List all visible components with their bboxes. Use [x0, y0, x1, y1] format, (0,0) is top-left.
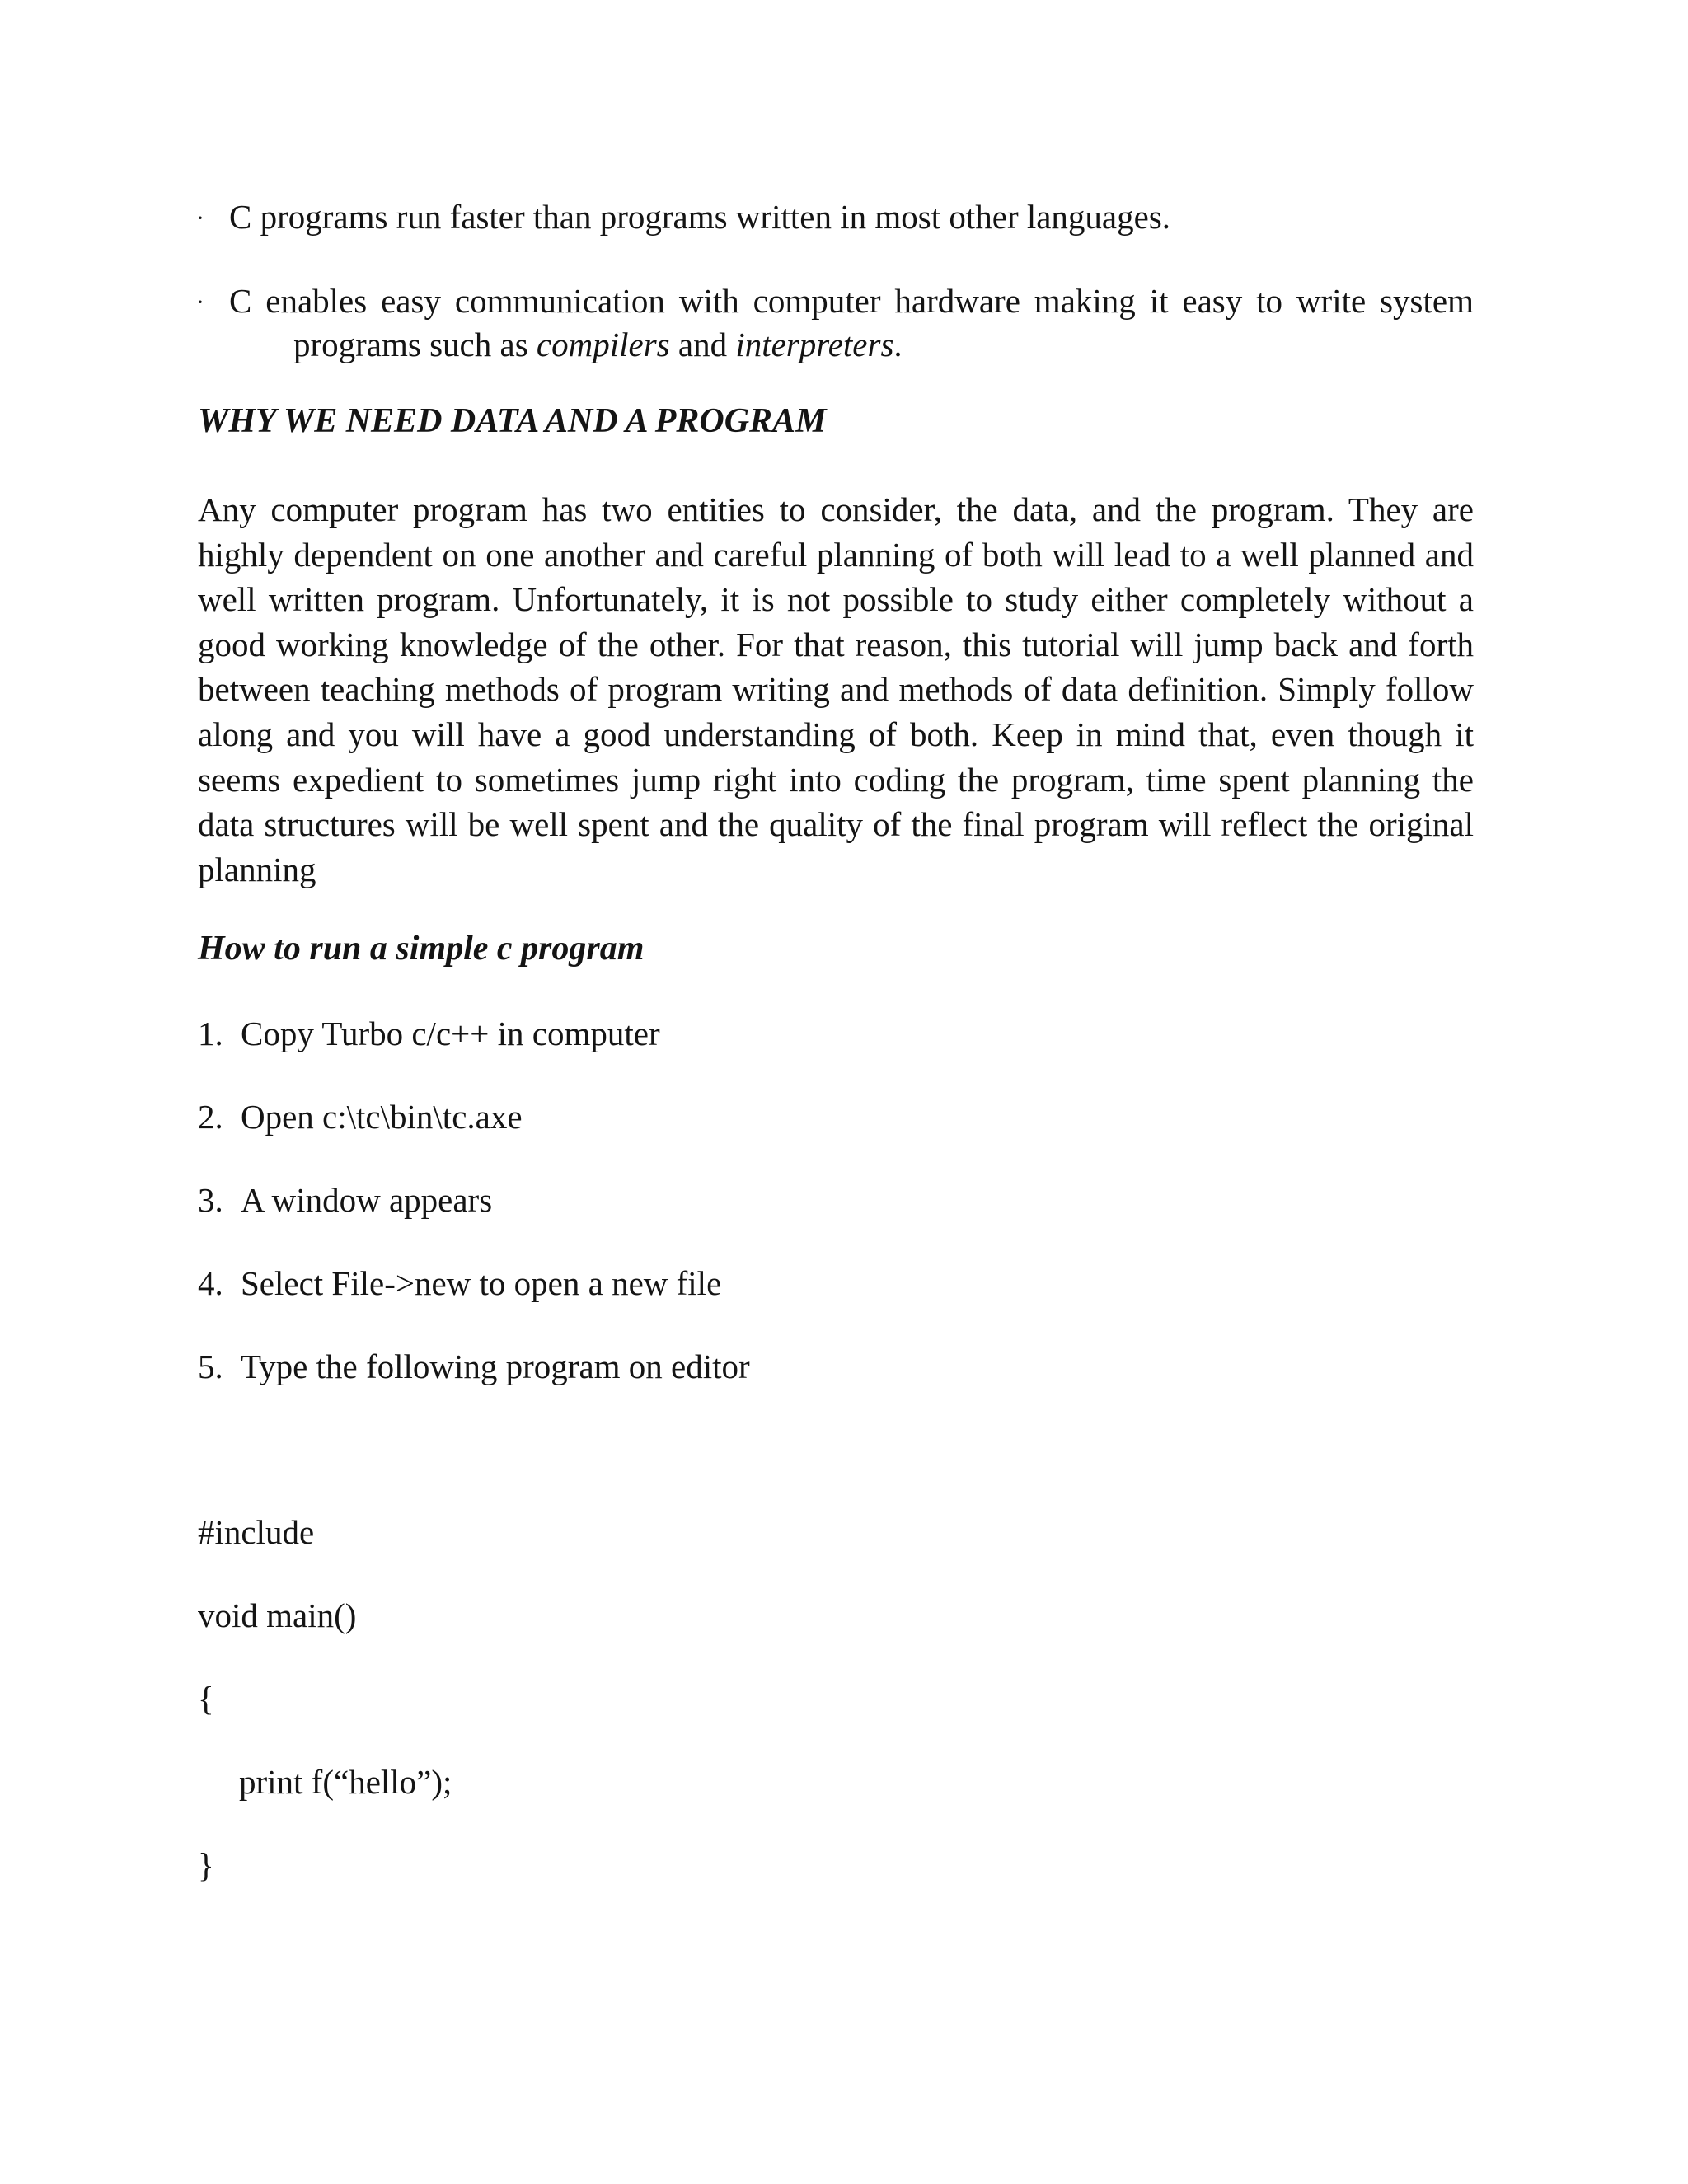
code-line: void main() — [198, 1596, 357, 1634]
section-heading-how-to-run: How to run a simple c program — [198, 930, 645, 968]
section-heading-why-data: WHY WE NEED DATA AND A PROGRAM — [198, 402, 827, 440]
paragraph-line: Any computer program has two entities to consider, the data, and the program. They are — [198, 490, 1474, 528]
step-item-3: 3. A window appears — [198, 1181, 493, 1219]
step-item-5: 5. Type the following program on editor — [198, 1347, 750, 1385]
paragraph-line: seems expedient to sometimes jump right into coding the program, time spent planning the — [198, 760, 1474, 799]
bullet-marker: · — [196, 288, 204, 316]
emphasis-compilers: compilers — [536, 326, 670, 363]
bullet-item-2-line-2: programs such as compilers and interpreters. — [293, 326, 903, 363]
bullet-item-1: C programs run faster than programs written in most other languages. — [229, 198, 1171, 236]
paragraph-line: data structures will be well spent and the quality of the final program will reflect the original — [198, 805, 1474, 844]
body-paragraph — [198, 487, 1474, 892]
bullet-marker: · — [196, 204, 204, 232]
paragraph-line: along and you will have a good understanding of both. Keep in mind that, even though it — [198, 715, 1474, 753]
paragraph-line: well written program. Unfortunately, it is not possible to study either completely without a — [198, 580, 1474, 619]
paragraph-line: planning — [198, 850, 316, 888]
code-line: } — [198, 1846, 214, 1884]
code-line: #include — [198, 1513, 315, 1551]
code-line: print f(“hello”); — [239, 1763, 452, 1801]
paragraph-line: good working knowledge of the other. For that reason, this tutorial will jump back and forth — [198, 625, 1474, 663]
step-item-4: 4. Select File->new to open a new file — [198, 1264, 722, 1302]
code-line: { — [198, 1680, 214, 1718]
paragraph-line: highly dependent on one another and careful planning of both will lead to a well planned and — [198, 535, 1474, 574]
bullet-item-2-line-1: C enables easy communication with computer hardware making it easy to write system — [229, 282, 1474, 320]
step-item-2: 2. Open c:\tc\bin\tc.axe — [198, 1098, 523, 1136]
step-item-1: 1. Copy Turbo c/c++ in computer — [198, 1015, 660, 1052]
emphasis-interpreters: interpreters — [735, 326, 894, 363]
paragraph-line: between teaching methods of program writing and methods of data definition. Simply follow — [198, 670, 1474, 709]
